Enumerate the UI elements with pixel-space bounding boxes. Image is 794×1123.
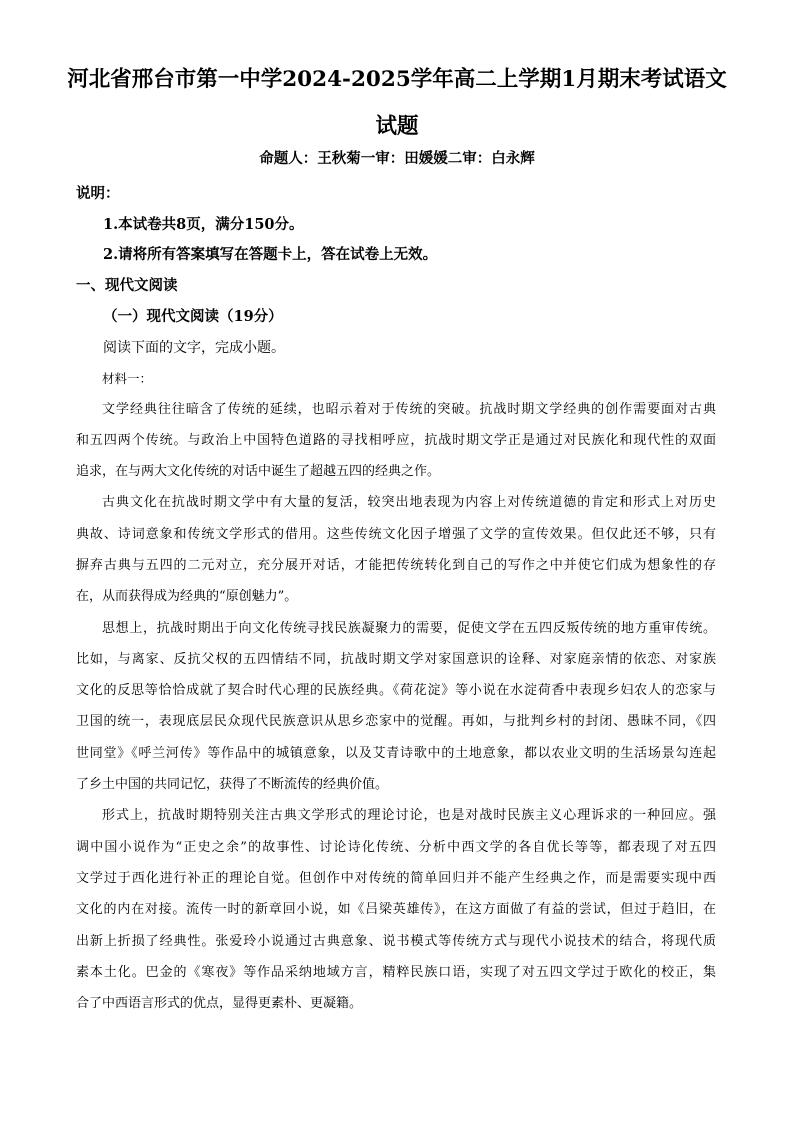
passage-line: 比如，与离家、反抗父权的五四情结不同，抗战时期文学对家国意识的诠释、对家庭亲情的依恋、对家族 (76, 652, 716, 667)
passage-line: 世同堂》《呼兰河传》等作品中的城镇意象，以及艾青诗歌中的土地意象，都以农业文明的生活场景勾连起 (76, 746, 716, 761)
passage-line: 素本土化。巴金的《寒夜》等作品采纳地域方言，精粹民族口语，实现了对五四文学过于欧化的校正，集 (76, 965, 716, 980)
passage-line: 合了中西语言形式的优点，显得更素朴、更凝籍。 (76, 996, 363, 1011)
document-title-line-2: 试题 (375, 114, 419, 139)
instruction-item-1: 1.本试卷共8页，满分150分。 (103, 216, 304, 233)
passage-line: 卫国的统一，表现底层民众现代民族意识从思乡恋家中的觉醒。再如，与批判乡村的封闭、愚昧不同，《四 (76, 714, 716, 729)
passage-line: 摒弃古典与五四的二元对立，充分展开对话，才能把传统转化到自己的写作之中并使它们成为想象性的存 (76, 558, 716, 573)
passage-line: 古典文化在抗战时期文学中有大量的复活，较突出地表现为内容上对传统道德的肯定和形式上对历史 (102, 495, 716, 510)
section-heading: 一、现代文阅读 (76, 277, 178, 294)
passage-line: 在，从而获得成为经典的“原创魅力”。 (76, 589, 298, 604)
passage-line: 和五四两个传统。与政治上中国特色道路的寻找相呼应，抗战时期文学正是通过对民族化和现代性的双面 (76, 433, 716, 448)
instruction-item-2: 2.请将所有答案填写在答题卡上，答在试卷上无效。 (103, 246, 438, 263)
passage-line: 文化的反思等恰恰成就了契合时代心理的民族经典。《荷花淀》等小说在水淀荷香中表现乡妇农人的恋家与 (76, 683, 716, 698)
passage-line: 文学经典往往暗含了传统的延续，也昭示着对于传统的突破。抗战时期文学经典的创作需要面对古典 (102, 402, 716, 417)
instructions-heading: 说明： (76, 185, 120, 202)
section-subheading: （一）现代文阅读（19分） (103, 308, 283, 325)
passage-line: 文化的内在对接。流传一时的新章回小说，如《吕梁英雄传》，在这方面做了有益的尝试，但过于趋旧，在 (76, 902, 716, 917)
passage-line: 追求，在与两大文化传统的对话中诞生了超越五四的经典之作。 (76, 464, 441, 479)
passage-line: 思想上，抗战时期出于向文化传统寻找民族凝聚力的需要，促使文学在五四反叛传统的地方重审传统。 (102, 621, 716, 636)
author-byline: 命题人：王秋菊一审：田媛媛二审：白永辉 (259, 150, 535, 167)
passage-line: 文学过于西化进行补正的理论自觉。但创作中对传统的简单回归并不能产生经典之作，而是需要实现中西 (76, 871, 716, 886)
passage-line: 形式上，抗战时期特别关注古典文学形式的理论讨论，也是对战时民族主义心理诉求的一种回应。强 (102, 808, 716, 823)
passage-line: 典故、诗词意象和传统文学形式的借用。这些传统文化因子增强了文学的宣传效果。但仅此还不够，只有 (76, 527, 716, 542)
passage-line: 调中国小说作为“正史之余”的故事性、讨论诗化传统、分析中西文学的各自优长等等，都表现了对五四 (76, 840, 716, 855)
passage-line: 了乡土中国的共同记忆，获得了不断流传的经典价值。 (76, 777, 389, 792)
passage-line: 出新上折损了经典性。张爱玲小说通过古典意象、说书模式等传统方式与现代小说技术的结合，将现代质 (76, 934, 716, 949)
reading-prompt: 阅读下面的文字，完成小题。 (103, 340, 285, 356)
document-title-line-1: 河北省邢台市第一中学2024-2025学年高二上学期1月期末考试语文 (67, 67, 727, 92)
material-label: 材料一： (102, 371, 153, 386)
